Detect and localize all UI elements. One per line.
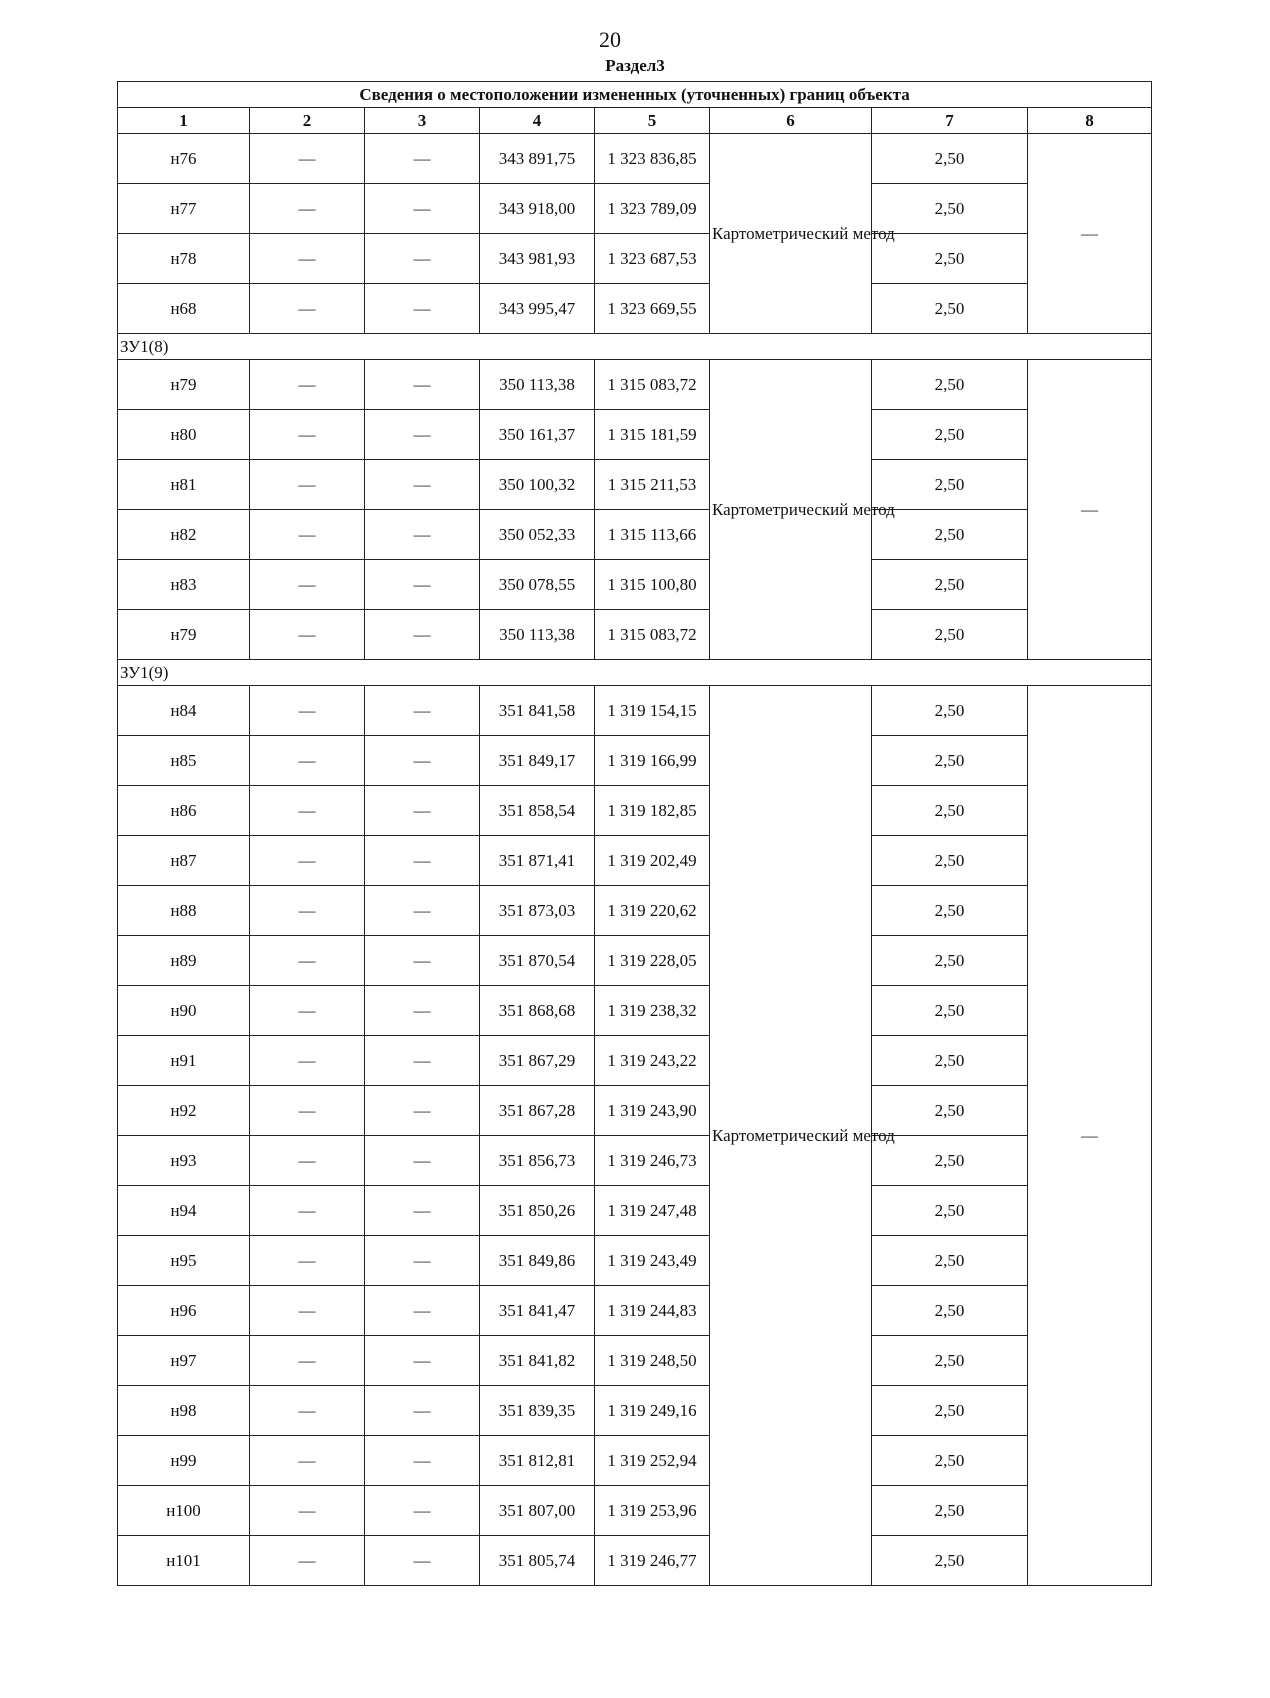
x-coordinate-cell: 351 856,73 [480,1136,595,1186]
y-coordinate-cell: 1 323 789,09 [595,184,710,234]
point-id-cell: н92 [118,1086,250,1136]
x-coordinate-cell: 351 873,03 [480,886,595,936]
accuracy-cell: 2,50 [872,936,1028,986]
point-id-cell: н98 [118,1386,250,1436]
table-row [118,786,1152,836]
column-2-cell: — [250,1436,365,1486]
y-coordinate-cell: 1 319 246,73 [595,1136,710,1186]
accuracy-cell: 2,50 [872,610,1028,660]
table-row [118,234,1152,284]
column-number: 3 [365,108,480,134]
accuracy-cell: 2,50 [872,1536,1028,1586]
accuracy-cell: 2,50 [872,686,1028,736]
column-number: 2 [250,108,365,134]
accuracy-cell: 2,50 [872,1436,1028,1486]
point-id-cell: н94 [118,1186,250,1236]
point-id-cell: н86 [118,786,250,836]
column-2-cell: — [250,184,365,234]
y-coordinate-cell: 1 323 669,55 [595,284,710,334]
table-row [118,610,1152,660]
table-row [118,134,1152,184]
point-id-cell: н93 [118,1136,250,1186]
accuracy-cell: 2,50 [872,1486,1028,1536]
column-2-cell: — [250,1236,365,1286]
table-caption-row [118,82,1152,108]
column-2-cell: — [250,1136,365,1186]
table-row [118,360,1152,410]
column-number: 1 [118,108,250,134]
column-3-cell: — [365,736,480,786]
x-coordinate-cell: 351 858,54 [480,786,595,836]
x-coordinate-cell: 351 867,29 [480,1036,595,1086]
accuracy-cell: 2,50 [872,1386,1028,1436]
accuracy-cell: 2,50 [872,460,1028,510]
column-3-cell: — [365,1136,480,1186]
table-row [118,284,1152,334]
point-id-cell: н84 [118,686,250,736]
column-3-cell: — [365,234,480,284]
x-coordinate-cell: 351 870,54 [480,936,595,986]
y-coordinate-cell: 1 319 252,94 [595,1436,710,1486]
table-row [118,1536,1152,1586]
accuracy-cell: 2,50 [872,560,1028,610]
x-coordinate-cell: 351 868,68 [480,986,595,1036]
column-2-cell: — [250,560,365,610]
column-number: 8 [1028,108,1152,134]
y-coordinate-cell: 1 319 247,48 [595,1186,710,1236]
table-caption: Сведения о местоположении измененных (уточненных) границ объекта [118,82,1152,108]
x-coordinate-cell: 350 113,38 [480,360,595,410]
point-id-cell: н85 [118,736,250,786]
table-row [118,1336,1152,1386]
y-coordinate-cell: 1 319 166,99 [595,736,710,786]
y-coordinate-cell: 1 319 246,77 [595,1536,710,1586]
column-3-cell: — [365,510,480,560]
table-row [118,560,1152,610]
point-id-cell: н101 [118,1536,250,1586]
column-3-cell: — [365,1536,480,1586]
accuracy-cell: 2,50 [872,836,1028,886]
point-id-cell: н87 [118,836,250,886]
x-coordinate-cell: 351 871,41 [480,836,595,886]
x-coordinate-cell: 343 918,00 [480,184,595,234]
x-coordinate-cell: 350 078,55 [480,560,595,610]
column-number: 4 [480,108,595,134]
column-2-cell: — [250,610,365,660]
column-3-cell: — [365,410,480,460]
column-2-cell: — [250,410,365,460]
y-coordinate-cell: 1 319 238,32 [595,986,710,1036]
column-2-cell: — [250,234,365,284]
x-coordinate-cell: 343 891,75 [480,134,595,184]
point-id-cell: н82 [118,510,250,560]
column-3-cell: — [365,786,480,836]
x-coordinate-cell: 351 841,47 [480,1286,595,1336]
x-coordinate-cell: 350 052,33 [480,510,595,560]
x-coordinate-cell: 343 995,47 [480,284,595,334]
column-number: 5 [595,108,710,134]
column-2-cell: — [250,1286,365,1336]
group-row [118,334,1152,360]
column-8-cell: — [1028,360,1152,660]
column-2-cell: — [250,1036,365,1086]
table-row [118,510,1152,560]
point-id-cell: н88 [118,886,250,936]
x-coordinate-cell: 343 981,93 [480,234,595,284]
column-2-cell: — [250,836,365,886]
table-row [118,1186,1152,1236]
point-id-cell: н83 [118,560,250,610]
section-title: Раздел3 [605,56,665,75]
y-coordinate-cell: 1 319 182,85 [595,786,710,836]
table-row [118,986,1152,1036]
column-3-cell: — [365,986,480,1036]
x-coordinate-cell: 351 841,58 [480,686,595,736]
point-id-cell: н89 [118,936,250,986]
y-coordinate-cell: 1 319 243,22 [595,1036,710,1086]
y-coordinate-cell: 1 323 836,85 [595,134,710,184]
column-3-cell: — [365,560,480,610]
y-coordinate-cell: 1 319 244,83 [595,1286,710,1336]
table-row [118,736,1152,786]
x-coordinate-cell: 351 849,86 [480,1236,595,1286]
accuracy-cell: 2,50 [872,1186,1028,1236]
column-3-cell: — [365,1336,480,1386]
x-coordinate-cell: 351 850,26 [480,1186,595,1236]
group-row [118,660,1152,686]
table-row [118,410,1152,460]
point-id-cell: н99 [118,1436,250,1486]
column-2-cell: — [250,936,365,986]
method-cell: Картометрический метод [710,360,872,660]
table-row [118,1436,1152,1486]
column-2-cell: — [250,1186,365,1236]
y-coordinate-cell: 1 319 243,90 [595,1086,710,1136]
table-row [118,1136,1152,1186]
method-cell: Картометрический метод [710,134,872,334]
column-2-cell: — [250,1086,365,1136]
point-id-cell: н68 [118,284,250,334]
accuracy-cell: 2,50 [872,1336,1028,1386]
column-2-cell: — [250,510,365,560]
point-id-cell: н90 [118,986,250,1036]
point-id-cell: н79 [118,360,250,410]
y-coordinate-cell: 1 315 083,72 [595,610,710,660]
x-coordinate-cell: 351 812,81 [480,1436,595,1486]
group-label: ЗУ1(8) [118,334,1152,360]
table-row [118,1036,1152,1086]
y-coordinate-cell: 1 319 243,49 [595,1236,710,1286]
column-3-cell: — [365,1486,480,1536]
accuracy-cell: 2,50 [872,284,1028,334]
point-id-cell: н96 [118,1286,250,1336]
x-coordinate-cell: 351 841,82 [480,1336,595,1386]
x-coordinate-cell: 351 807,00 [480,1486,595,1536]
point-id-cell: н76 [118,134,250,184]
x-coordinate-cell: 351 849,17 [480,736,595,786]
point-id-cell: н80 [118,410,250,460]
coordinates-table [117,81,1152,1586]
y-coordinate-cell: 1 319 154,15 [595,686,710,736]
y-coordinate-cell: 1 319 202,49 [595,836,710,886]
y-coordinate-cell: 1 319 249,16 [595,1386,710,1436]
column-numbers-row [118,108,1152,134]
column-2-cell: — [250,360,365,410]
column-2-cell: — [250,886,365,936]
page-number: 20 [599,27,621,52]
column-3-cell: — [365,460,480,510]
point-id-cell: н81 [118,460,250,510]
column-3-cell: — [365,1236,480,1286]
column-2-cell: — [250,1486,365,1536]
accuracy-cell: 2,50 [872,184,1028,234]
table-row [118,886,1152,936]
accuracy-cell: 2,50 [872,510,1028,560]
column-8-cell: — [1028,686,1152,1586]
accuracy-cell: 2,50 [872,234,1028,284]
accuracy-cell: 2,50 [872,1036,1028,1086]
x-coordinate-cell: 351 839,35 [480,1386,595,1436]
column-2-cell: — [250,284,365,334]
y-coordinate-cell: 1 315 083,72 [595,360,710,410]
x-coordinate-cell: 351 805,74 [480,1536,595,1586]
table-body [118,82,1152,1586]
column-3-cell: — [365,184,480,234]
accuracy-cell: 2,50 [872,1286,1028,1336]
point-id-cell: н77 [118,184,250,234]
column-2-cell: — [250,986,365,1036]
accuracy-cell: 2,50 [872,786,1028,836]
column-3-cell: — [365,1436,480,1486]
method-cell: Картометрический метод [710,686,872,1586]
table-row [118,1386,1152,1436]
column-3-cell: — [365,1386,480,1436]
column-number: 6 [710,108,872,134]
column-2-cell: — [250,1536,365,1586]
column-2-cell: — [250,786,365,836]
y-coordinate-cell: 1 319 220,62 [595,886,710,936]
accuracy-cell: 2,50 [872,410,1028,460]
table-row [118,1486,1152,1536]
accuracy-cell: 2,50 [872,886,1028,936]
accuracy-cell: 2,50 [872,986,1028,1036]
column-3-cell: — [365,686,480,736]
point-id-cell: н95 [118,1236,250,1286]
x-coordinate-cell: 350 161,37 [480,410,595,460]
column-3-cell: — [365,284,480,334]
table-row [118,936,1152,986]
y-coordinate-cell: 1 319 228,05 [595,936,710,986]
accuracy-cell: 2,50 [872,736,1028,786]
point-id-cell: н91 [118,1036,250,1086]
column-2-cell: — [250,1386,365,1436]
table-row [118,1286,1152,1336]
x-coordinate-cell: 350 100,32 [480,460,595,510]
column-3-cell: — [365,1036,480,1086]
column-2-cell: — [250,460,365,510]
accuracy-cell: 2,50 [872,1086,1028,1136]
column-3-cell: — [365,1286,480,1336]
column-2-cell: — [250,134,365,184]
column-3-cell: — [365,1186,480,1236]
accuracy-cell: 2,50 [872,360,1028,410]
column-3-cell: — [365,886,480,936]
y-coordinate-cell: 1 315 100,80 [595,560,710,610]
x-coordinate-cell: 351 867,28 [480,1086,595,1136]
y-coordinate-cell: 1 319 253,96 [595,1486,710,1536]
point-id-cell: н97 [118,1336,250,1386]
table-row [118,1236,1152,1286]
table-row [118,686,1152,736]
table-row [118,184,1152,234]
accuracy-cell: 2,50 [872,1136,1028,1186]
y-coordinate-cell: 1 315 211,53 [595,460,710,510]
point-id-cell: н78 [118,234,250,284]
y-coordinate-cell: 1 315 113,66 [595,510,710,560]
column-number: 7 [872,108,1028,134]
table-row [118,836,1152,886]
column-3-cell: — [365,360,480,410]
column-2-cell: — [250,686,365,736]
y-coordinate-cell: 1 323 687,53 [595,234,710,284]
group-label: ЗУ1(9) [118,660,1152,686]
point-id-cell: н79 [118,610,250,660]
column-2-cell: — [250,736,365,786]
table-row [118,1086,1152,1136]
table-row [118,460,1152,510]
point-id-cell: н100 [118,1486,250,1536]
column-3-cell: — [365,936,480,986]
accuracy-cell: 2,50 [872,134,1028,184]
column-3-cell: — [365,1086,480,1136]
y-coordinate-cell: 1 319 248,50 [595,1336,710,1386]
column-2-cell: — [250,1336,365,1386]
accuracy-cell: 2,50 [872,1236,1028,1286]
column-8-cell: — [1028,134,1152,334]
column-3-cell: — [365,836,480,886]
column-3-cell: — [365,134,480,184]
column-3-cell: — [365,610,480,660]
x-coordinate-cell: 350 113,38 [480,610,595,660]
y-coordinate-cell: 1 315 181,59 [595,410,710,460]
